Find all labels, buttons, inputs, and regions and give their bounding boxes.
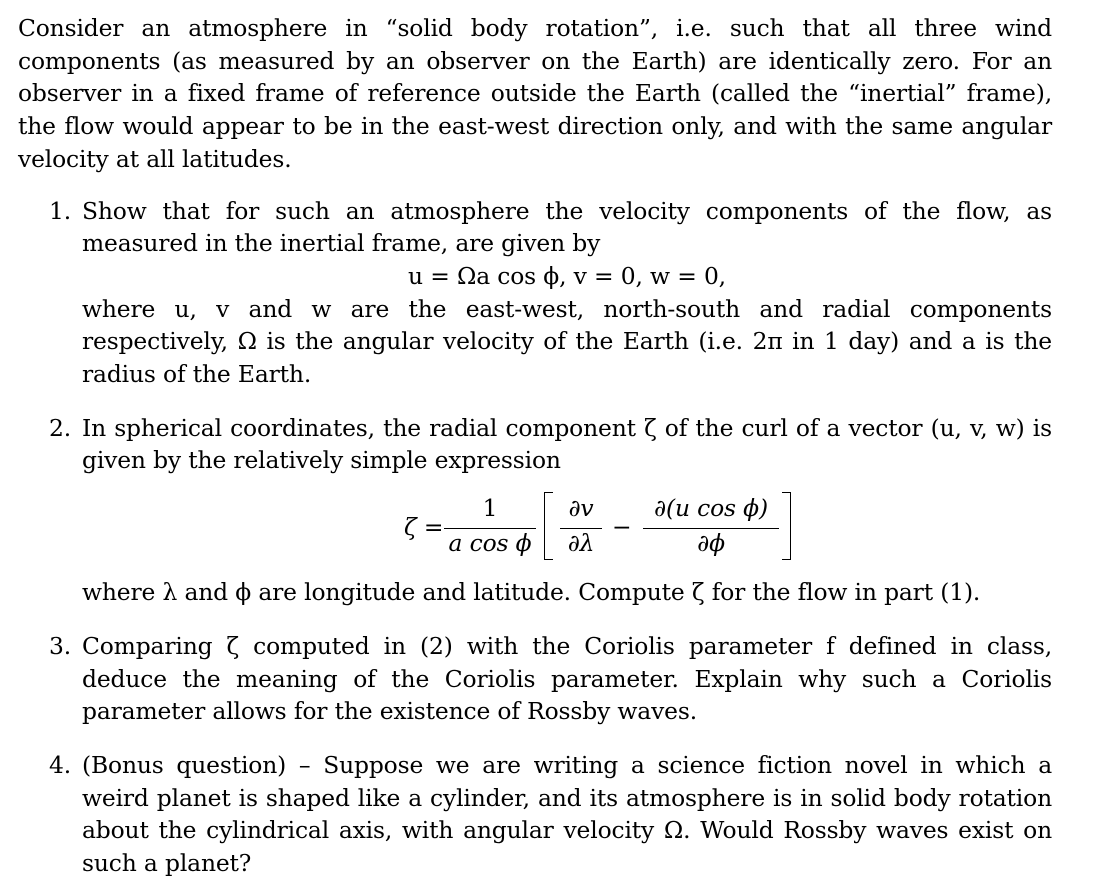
fraction-numerator: ∂v (568, 494, 594, 523)
question-4 (18, 749, 1052, 880)
question-number: 3. (49, 631, 72, 660)
question-list (18, 195, 1052, 880)
left-bracket (544, 492, 553, 560)
fraction-denominator: ∂λ (567, 529, 595, 558)
fraction-prefactor (444, 490, 536, 562)
question-number: 2. (49, 413, 72, 442)
question-number: 4. (49, 750, 72, 779)
question-4-text: (Bonus question) – Suppose we are writing a science fiction novel in which a weird planet is shaped like a cylinder, and its atmosphere is in solid body rotation about the cylindrical axis, with angular velocity Ω. Would Rossby waves exist on such a planet? (82, 750, 1052, 878)
question-3 (18, 630, 1052, 728)
curl-formula (82, 490, 1052, 562)
intro-paragraph: Consider an atmosphere in “solid body rotation”, i.e. such that all three wind components (as measured by an observer on the Earth) are identically zero. For an observer in a fixed frame of reference outside the Earth (called the “inertial” frame), the flow would appear to be in the east-west direction only, and with the same angular velocity at all latitudes. (18, 14, 1052, 173)
velocity-equation: u = Ωa cos ϕ, v = 0, w = 0, (408, 261, 726, 290)
question-number: 1. (49, 196, 72, 225)
fraction-ducos-dphi (643, 490, 779, 562)
question-3-text: Comparing ζ computed in (2) with the Coriolis parameter f defined in class, deduce the meaning of the Coriolis parameter. Explain why such a Coriolis parameter allows for the existence of Rossby waves. (82, 631, 1052, 726)
document-page (18, 12, 1052, 880)
minus-sign: − (612, 513, 632, 542)
right-bracket (782, 492, 791, 560)
question-2-explanation: where λ and ϕ are longitude and latitude. Compute ζ for the flow in part (1). (82, 578, 981, 607)
fraction-denominator: ∂ϕ (697, 529, 725, 558)
question-1 (18, 195, 1052, 391)
fraction-numerator: 1 (482, 494, 498, 523)
fraction-denominator: a cos ϕ (448, 529, 532, 558)
question-1-text: Show that for such an atmosphere the velocity components of the flow, as measured in the inertial frame, are given by (82, 196, 1052, 258)
fraction-numerator: ∂(u cos ϕ) (654, 494, 768, 523)
question-2 (18, 412, 1052, 609)
question-2-text: In spherical coordinates, the radial component ζ of the curl of a vector (u, v, w) is given by the relatively simple expression (82, 413, 1052, 475)
question-1-explanation: where u, v and w are the east-west, north-south and radial components respectively, Ω is the angular velocity of the Earth (i.e. 2π in 1 day) and a is the radius of the Earth. (82, 294, 1052, 389)
fraction-dv-dlambda (560, 490, 602, 562)
formula-lhs: ζ = (404, 513, 444, 542)
